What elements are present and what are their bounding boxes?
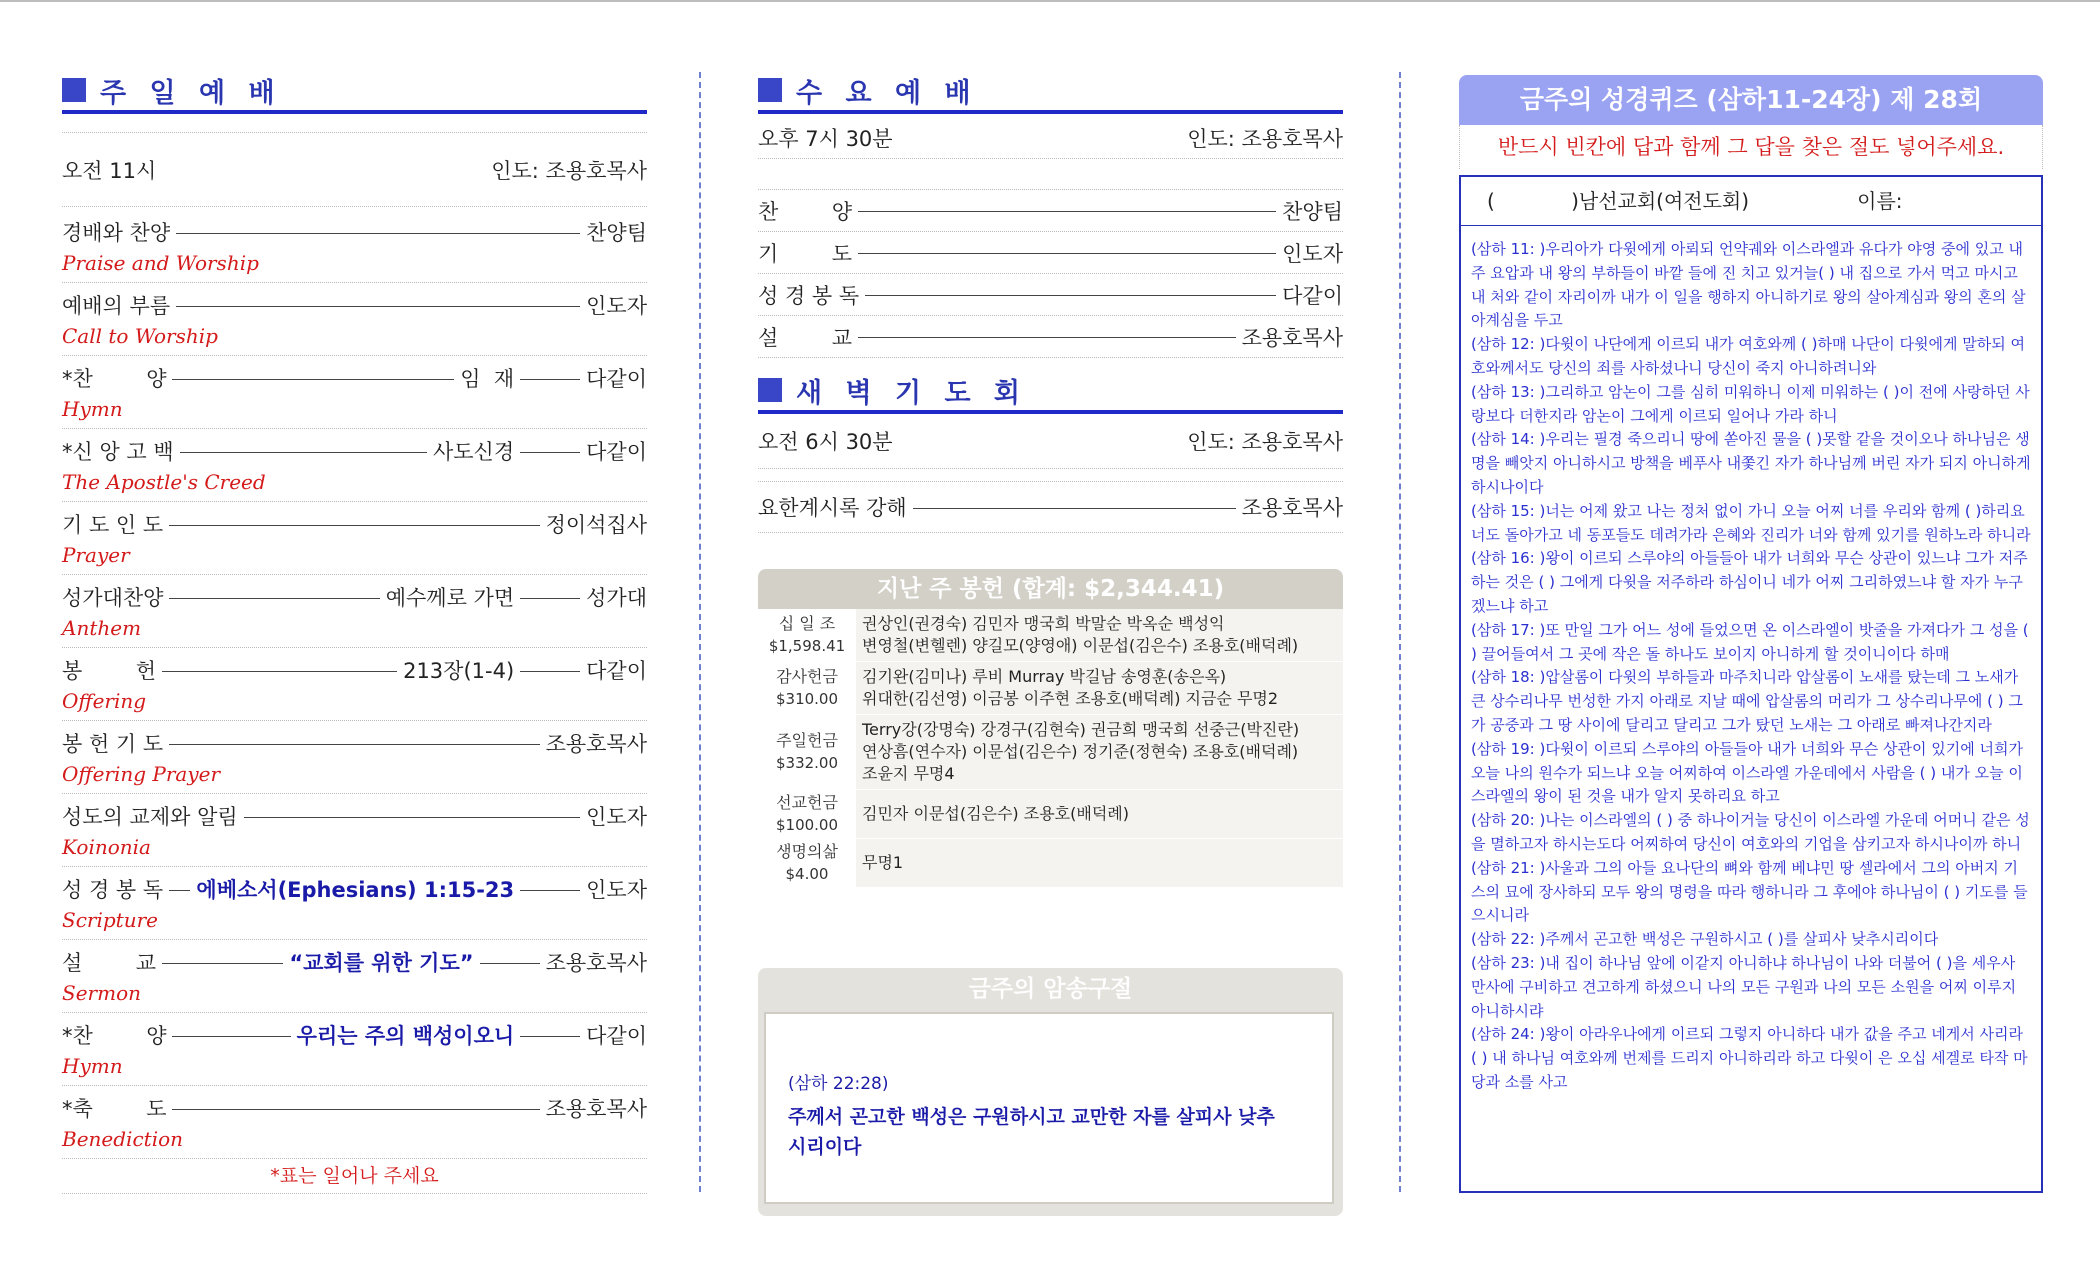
sunday-order-item (62, 502, 647, 575)
square-bullet-icon (758, 378, 782, 402)
order-label: 경배와 찬양 (62, 221, 171, 245)
order-english-label: Offering (62, 689, 147, 713)
memory-verse-box (764, 1012, 1334, 1204)
order-label: *축 도 (62, 1097, 167, 1121)
quiz-box (1459, 175, 2043, 1193)
offering-type: 주일헌금 (776, 731, 838, 750)
order-leader: 인도자 (586, 805, 647, 829)
memory-verse-title: 금주의 암송구절 (968, 976, 1133, 1002)
order-english-label: Benediction (62, 1127, 184, 1151)
quiz-question: (삼하 23: )내 집이 하나님 앞에 이같지 아니하냐 하나님이 나와 더불어 ( )을 세우사 만사에 구비하고 견고하게 하셨으니 나의 모든 구원과 나의 모든 소원을 어찌 이루지 아니하시랴 (1471, 953, 2017, 1020)
order-content: 임 재 (460, 367, 515, 391)
wednesday-time: 오후 7시 30분 (758, 127, 893, 151)
quiz-title: 금주의 성경퀴즈 (삼하11-24장) 제 28회 (1459, 75, 2043, 125)
leader-dash (520, 379, 580, 380)
dawn-study-row (758, 482, 1343, 533)
order-label: 기 도 인 도 (62, 513, 164, 537)
order-leader: 다같이 (586, 659, 647, 683)
leader-dash (172, 379, 454, 380)
order-line (62, 648, 647, 688)
quiz-question: (삼하 19: )다윗이 이르되 스루야의 아들들아 내가 너희와 무슨 상관이 있기에 너희가 오늘 나의 원수가 되느냐 오늘 어찌하여 이스라엘 가운데에서 사람을 ( ) 내가 오늘 이스라엘의 왕이 된 것을 내가 알지 못하리요 하고 (1471, 739, 2023, 806)
quiz-question: (삼하 20: )나는 이스라엘의 ( ) 중 하나이거늘 당신이 이스라엘 가운데 어머니 같은 성을 멸하고자 하시는도다 어찌하여 당신이 여호와의 기업을 삼키고자 하시나이까 하니 (1471, 811, 2030, 853)
order-english-label: Hymn (62, 397, 123, 421)
order-line (62, 429, 647, 469)
sunday-title: 주 일 예 배 (100, 77, 282, 109)
sunday-section-header (62, 70, 647, 110)
order-label: 설 교 (62, 951, 156, 975)
standing-footnote: *표는 일어나 주세요 (62, 1159, 647, 1194)
offering-amount: $310.00 (775, 690, 839, 708)
leader-dash (169, 525, 539, 526)
offering-type-cell (758, 790, 856, 839)
quiz-question: (삼하 24: )왕이 아라우나에게 이르되 그렇지 아니하다 내가 값을 주고 네게서 사리라 ( ) 내 하나님 여호와께 번제를 드리지 아니하리라 하고 다윗이 은 오십 세겔로 타작 마당과 소를 사고 (1471, 1025, 2028, 1091)
wednesday-leader: 인도: 조용호목사 (1187, 127, 1343, 151)
wednesday-title-underline (758, 110, 1343, 114)
sunday-order-item (62, 429, 647, 502)
offering-names: 권상인(권경숙) 김민자 맹국희 박말순 박옥순 백성익 변영철(변헬렌) 양길모(양영애) 이문섭(김은수) 조용호(배덕례) (856, 609, 1343, 662)
sunday-order-list (62, 210, 647, 1159)
dawn-time-row (758, 414, 1343, 469)
order-line (62, 867, 647, 907)
leader-dash (865, 295, 1276, 296)
quiz-question: (삼하 14: )우리는 필경 죽으리니 땅에 쏟아진 물을 ( )못할 같을 것이오나 하나님은 생명을 빼앗지 아니하시고 방책을 베푸사 내쫓긴 자가 하나님께 버린 자가 되지 아니하게 하시나이다 (1471, 430, 2031, 496)
order-line (62, 502, 647, 542)
order-english-label: Offering Prayer (62, 762, 221, 786)
leader-dash (169, 744, 539, 745)
offering-amount: $332.00 (775, 754, 839, 772)
quiz-question: (삼하 17: )또 만일 그가 어느 성에 들었으면 온 이스라엘이 밧줄을 가져다가 그 성을 ( ) 끌어들여서 그 곳에 작은 돌 하나도 보이지 아니하게 할 것이니이다 하매 (1471, 620, 2029, 663)
sunday-service-column (62, 70, 647, 1194)
dawn-study-leader: 조용호목사 (1241, 496, 1343, 520)
order-content: 예수께로 가면 (385, 586, 515, 610)
offering-type: 생명의삶 (776, 842, 838, 861)
wednesday-order-item (758, 316, 1343, 358)
order-leader: 조용호목사 (545, 732, 647, 756)
dawn-title: 새 벽 기 도 회 (796, 377, 1028, 409)
offering-row (758, 715, 1343, 790)
dawn-spacer-row (758, 469, 1343, 482)
order-line (62, 940, 647, 980)
offering-table (758, 609, 1343, 888)
order-leader: 인도자 (1282, 241, 1343, 266)
leader-dash (520, 890, 580, 891)
dawn-time: 오전 6시 30분 (758, 430, 893, 454)
order-line (758, 232, 1343, 273)
order-english-label: Praise and Worship (62, 251, 259, 275)
order-label: 성도의 교제와 알림 (62, 805, 238, 829)
order-english-label: Prayer (62, 543, 130, 567)
order-english-label: Sermon (62, 981, 141, 1005)
offering-type-cell (758, 662, 856, 715)
offering-type-cell (758, 715, 856, 790)
offering-panel (758, 569, 1343, 888)
order-label: 설 교 (758, 325, 852, 350)
order-content: 에베소서(Ephesians) 1:15-23 (196, 878, 515, 902)
order-leader: 찬양팀 (586, 221, 647, 245)
sunday-order-item (62, 794, 647, 867)
leader-dash (858, 211, 1276, 212)
order-label: *찬 양 (62, 1024, 167, 1048)
offering-type-cell (758, 609, 856, 662)
sunday-time-row (62, 132, 647, 207)
order-label: 성 경 봉 독 (62, 878, 164, 902)
sunday-order-item (62, 648, 647, 721)
dawn-leader: 인도: 조용호목사 (1187, 430, 1343, 454)
quiz-question: (삼하 13: )그리하고 암논이 그를 심히 미워하니 이제 미워하는 ( )이 전에 사랑하던 사랑보다 더한지라 암논이 그에게 이르되 일어나 가라 하니 (1471, 382, 2030, 425)
order-label: 봉 헌 (62, 659, 156, 683)
order-leader: 다같이 (586, 367, 647, 391)
order-label: *찬 양 (62, 367, 167, 391)
offering-type: 선교헌금 (776, 793, 838, 812)
dawn-study-label: 요한계시록 강해 (758, 496, 907, 520)
offering-type: 감사헌금 (776, 667, 838, 686)
square-bullet-icon (758, 78, 782, 102)
order-line (758, 190, 1343, 231)
order-english-label: Anthem (62, 616, 142, 640)
spacer-row (758, 159, 1343, 190)
order-label: 예배의 부름 (62, 294, 171, 318)
middle-column (758, 70, 1343, 1158)
sunday-leader: 인도: 조용호목사 (491, 158, 647, 183)
leader-dash (244, 817, 581, 818)
leader-dash (169, 890, 190, 891)
sunday-time: 오전 11시 (62, 158, 157, 183)
offering-row (758, 839, 1343, 888)
order-line (62, 721, 647, 761)
order-content: 사도신경 (432, 440, 515, 464)
order-label: 성가대찬양 (62, 586, 164, 610)
order-content: “교회를 위한 기도” (289, 951, 474, 975)
top-rule (0, 0, 2100, 2)
sunday-title-underline (62, 110, 647, 114)
order-line (758, 316, 1343, 357)
bible-quiz-column (1459, 75, 2043, 1193)
quiz-question: (삼하 22: )주께서 곤고한 백성은 구원하시고 ( )를 살피사 낮추시리이다 (1471, 930, 1939, 949)
order-line (62, 1013, 647, 1053)
order-label: 기 도 (758, 241, 852, 266)
sunday-order-item (62, 283, 647, 356)
order-label: 찬 양 (758, 199, 852, 224)
leader-dash (162, 671, 397, 672)
quiz-question-list (1461, 226, 2041, 1095)
column-divider-left (699, 72, 701, 1192)
order-line (62, 283, 647, 323)
order-english-label: Koinonia (62, 835, 151, 859)
sunday-order-item (62, 1086, 647, 1159)
wednesday-order-list (758, 190, 1343, 358)
quiz-question: (삼하 12: )다윗이 나단에게 이르되 내가 여호와께 ( )하매 나단이 다윗에게 말하되 여호와께서도 당신의 죄를 사하셨나니 당신이 죽지 아니하려니와 (1471, 335, 2025, 377)
quiz-question: (삼하 15: )너는 어제 왔고 나는 정처 없이 가니 오늘 어찌 너를 우리와 함께 ( )하리요 너도 돌아가고 네 동포들도 데려가라 은혜와 진리가 너와 함께 있기를 원하노라 하니라 (1471, 501, 2031, 544)
leader-dash (162, 963, 283, 964)
order-english-label: Hymn (62, 1054, 123, 1078)
wednesday-order-item (758, 190, 1343, 232)
quiz-question: (삼하 18: )압살롬이 다윗의 부하들과 마주치니라 압살롬이 노새를 탔는데 그 노새가 큰 상수리나무 번성한 가지 아래로 지날 때에 압살롬의 머리가 그 상수리나무에 ( ) 그가 공중과 그 땅 사이에 달리고 달리고 그가 탔던 노새는 그 아래로 빠져나간지라 (1471, 668, 2023, 734)
order-line (62, 794, 647, 834)
leader-dash (520, 598, 580, 599)
offering-amount: $1,598.41 (768, 637, 846, 655)
order-line (62, 210, 647, 250)
order-leader: 조용호목사 (545, 951, 647, 975)
order-content: 우리는 주의 백성이오니 (296, 1024, 515, 1048)
order-leader: 정이석집사 (545, 513, 647, 537)
wednesday-time-row (758, 118, 1343, 159)
column-divider-right (1399, 72, 1401, 1192)
order-leader: 다같이 (586, 440, 647, 464)
leader-dash (520, 671, 580, 672)
leader-dash (172, 1109, 539, 1110)
order-line (62, 575, 647, 615)
offering-row (758, 609, 1343, 662)
order-line (62, 356, 647, 396)
leader-dash (176, 233, 580, 234)
order-leader: 인도자 (586, 878, 647, 902)
wednesday-order-item (758, 232, 1343, 274)
order-leader: 인도자 (586, 294, 647, 318)
wednesday-section-header (758, 70, 1343, 110)
quiz-name-row: ( )남선교회(여전도회) 이름: (1461, 177, 2041, 226)
quiz-question: (삼하 16: )왕이 이르되 스루야의 아들들아 내가 너희와 무슨 상관이 있느냐 그가 저주하는 것은 ( ) 그에게 다윗을 저주하라 하심이니 네가 어찌 그리하였느냐 할 자가 누구겠느냐 하고 (1471, 549, 2028, 615)
order-label: *신 앙 고 백 (62, 440, 174, 464)
leader-dash (172, 1036, 290, 1037)
dawn-section-header (758, 370, 1343, 410)
order-english-label: Scripture (62, 908, 158, 932)
memory-verse-text: 주께서 곤고한 백성은 구원하시고 교만한 자를 살피사 낮추 시리이다 (788, 1106, 1275, 1158)
offering-names: 김민자 이문섭(김은수) 조용호(배덕례) (856, 790, 1343, 839)
wednesday-order-item (758, 274, 1343, 316)
sunday-order-item (62, 1013, 647, 1086)
order-label: 봉 헌 기 도 (62, 732, 164, 756)
offering-type: 십 일 조 (778, 614, 836, 633)
order-english-label: Call to Worship (62, 324, 218, 348)
offering-row (758, 662, 1343, 715)
order-content: 213장(1-4) (403, 659, 515, 683)
order-english-label: The Apostle's Creed (62, 470, 266, 494)
memory-verse-ref: (삼하 22:28) (788, 1074, 889, 1094)
sunday-order-item (62, 940, 647, 1013)
offering-names: 김기완(김미나) 루비 Murray 박길남 송영훈(송은옥) 위대한(김선영) 이금봉 이주현 조용호(배덕례) 지금순 무명2 (856, 662, 1343, 715)
order-leader: 조용호목사 (545, 1097, 647, 1121)
order-leader: 찬양팀 (1282, 199, 1343, 224)
sunday-order-item (62, 356, 647, 429)
offering-names: 무명1 (856, 839, 1343, 888)
quiz-question: (삼하 21: )사울과 그의 아들 요나단의 뼈와 함께 베냐민 땅 셀라에서 그의 아버지 기스의 묘에 장사하되 모두 왕의 명령을 따라 행하니라 그 후에야 하나님이 ( ) 기도를 들으시니라 (1471, 858, 2028, 925)
offering-amount: $100.00 (775, 816, 839, 834)
memory-verse-panel (758, 968, 1343, 1216)
leader-dash (520, 452, 580, 453)
quiz-instruction: 반드시 빈칸에 답과 함께 그 답을 찾은 절도 넣어주세요. (1459, 125, 2043, 169)
leader-dash (520, 1036, 580, 1037)
order-label: 성 경 봉 독 (758, 283, 860, 308)
sunday-order-item (62, 867, 647, 940)
square-bullet-icon (62, 78, 86, 102)
offering-title: 지난 주 봉헌 (합계: $2,344.41) (758, 569, 1343, 609)
sunday-order-item (62, 210, 647, 283)
leader-dash (169, 598, 379, 599)
offering-amount: $4.00 (785, 865, 829, 883)
order-leader: 다같이 (1282, 283, 1343, 308)
leader-dash (913, 508, 1236, 509)
leader-dash (180, 452, 427, 453)
sunday-order-item (62, 721, 647, 794)
sunday-order-item (62, 575, 647, 648)
leader-dash (858, 253, 1276, 254)
order-line (62, 1086, 647, 1126)
order-leader: 다같이 (586, 1024, 647, 1048)
offering-names: Terry강(강명숙) 강경구(김현숙) 권금희 맹국희 선중근(박진란) 연상흠(연수자) 이문섭(김은수) 정기준(정현숙) 조용호(배덕례) 조윤지 무명4 (856, 715, 1343, 790)
offering-type-cell (758, 839, 856, 888)
leader-dash (176, 306, 580, 307)
quiz-question: (삼하 11: )우리아가 다윗에게 아뢰되 언약궤와 이스라엘과 유다가 야영 중에 있고 내 주 요압과 내 왕의 부하들이 바깥 들에 진 치고 있거늘( ) 내 집으로 가서 먹고 마시고 내 처와 같이 자리이까 내가 이 일을 행하지 아니하기로 왕의 살아계심과 왕의 혼의 살아계심을 두고 (1471, 240, 2026, 330)
offering-row (758, 790, 1343, 839)
order-leader: 성가대 (586, 586, 647, 610)
leader-dash (858, 337, 1236, 338)
wednesday-title: 수 요 예 배 (796, 77, 978, 109)
order-line (758, 274, 1343, 315)
leader-dash (480, 963, 540, 964)
order-leader: 조용호목사 (1241, 325, 1343, 350)
